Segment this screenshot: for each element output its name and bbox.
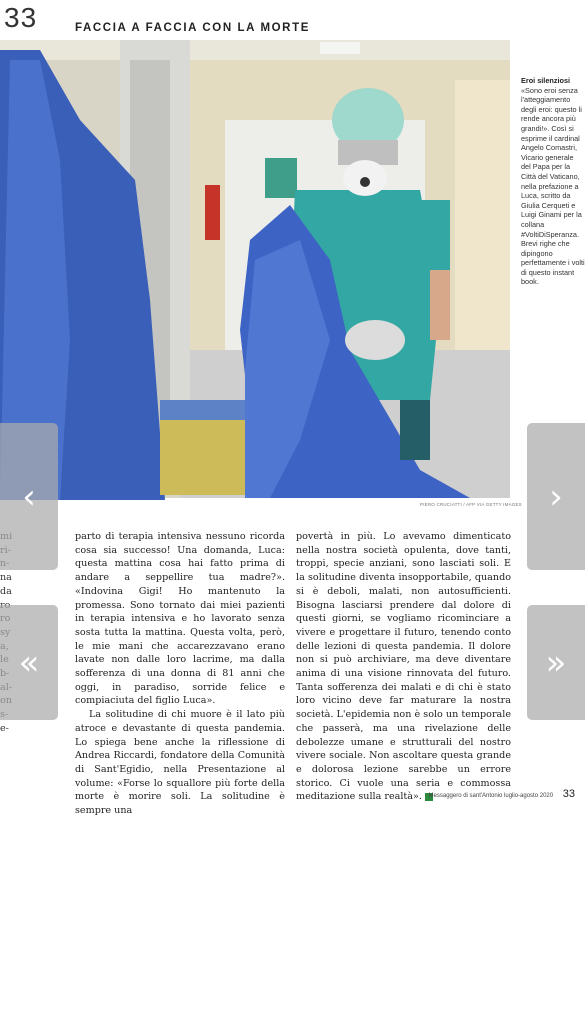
- article-paragraph: [296, 530, 511, 804]
- sidebar-text: «Sono eroi senza l'atteggiamento degli eroi: questo li rende ancora più grandi!». Così si esprime il cardinal Angelo Comastri, Vicario generale del Papa per la Città del Vaticano, nella prefazione a Luca, scritto da Giulia Cerqueti e Luigi Ginami per la collana #VoltiDiSperanza. Brevi righe che dipingono perfettamente i volti di questo instant book.: [521, 85, 585, 287]
- footer-page-number: 33: [562, 788, 575, 800]
- edge-fragment: da: [0, 585, 12, 597]
- article-column-1: [75, 530, 285, 818]
- article-paragraph: parto di terapia intensiva nessuno ricorda cosa sia successo! Una domanda, Luca: questa mattina cosa hai fatto prima di andare a seppellire tua madre?». «Indovina Gigi! Ho mantenuto la promessa. Sono tornato dai miei pazienti in terapia intensiva e ho lavorato senza sosta tutta la mattina. Questa volta, però, le mie mani che accarezzavano erano lavate non dalle loro lacrime, ma dalla sofferenza di una donna di 81 anni che oggi, in paradiso, sorride felice e compiaciuta del figlio Luca».: [75, 531, 285, 707]
- double-chevron-left-icon: «: [18, 642, 40, 683]
- next-page-button[interactable]: [527, 423, 585, 570]
- photo-credit: PIERO CRUCIATTI / AFP VIA GETTY IMAGES: [420, 502, 522, 507]
- previous-page-button[interactable]: [0, 423, 58, 570]
- last-page-button[interactable]: [527, 605, 585, 720]
- page-footer: [429, 788, 575, 800]
- first-page-button[interactable]: [0, 605, 58, 720]
- sidebar-heading: Eroi silenziosi: [521, 76, 571, 85]
- sidebar-box: [521, 76, 585, 287]
- chevron-left-icon: ‹: [22, 476, 36, 517]
- article-photo: [0, 40, 510, 498]
- edge-fragment: na: [0, 572, 12, 584]
- footer-magazine: Messaggero di sant'Antonio luglio-agosto 2020: [428, 793, 554, 799]
- double-chevron-right-icon: »: [545, 642, 567, 683]
- page-number: 33: [4, 2, 38, 33]
- edge-fragment: e-: [0, 722, 9, 734]
- article-column-2: [296, 530, 511, 804]
- chevron-right-icon: ›: [549, 476, 563, 517]
- article-paragraph: La solitudine di chi muore è il lato più atroce e devastante di questa pandemia. Lo spiega bene anche la riflessione di Andrea Riccardi, fondatore della Comunità di Sant'Egidio, nella Presentazione al volume: «Forse lo squallore più forte della morte è morire soli. La solitudine è sempre una: [75, 709, 285, 817]
- section-title: FACCIA A FACCIA CON LA MORTE: [75, 22, 310, 34]
- article-paragraph-text: povertà in più. Lo avevamo dimenticato nella nostra società opulenta, dove tanti, troppi, specie anziani, sono lasciati soli. E la solitudine diventa insopportabile, quando si è deboli, malati, non autosufficienti. Bisogna lasciarsi prendere dal dolore di questi giorni, se vogliamo ricominciare a vivere e progettare il futuro, tenendo conto delle lezioni di questa pandemia. Il dolore non si può archiviare, ma deve diventare anima di una visione rinnovata del futuro. Tanta sofferenza dei malati e di chi è stato loro vicino deve far maturare la nostra società. L'epidemia non è solo un temporale che passerà, ma una rivelazione delle debolezze umane e strutturali del nostro vivere sociale. Non ascoltare questa grande e dolorosa lezione sarebbe un errore storico. Ci vuole una seria e commossa meditazione sulla realtà».: [296, 531, 511, 803]
